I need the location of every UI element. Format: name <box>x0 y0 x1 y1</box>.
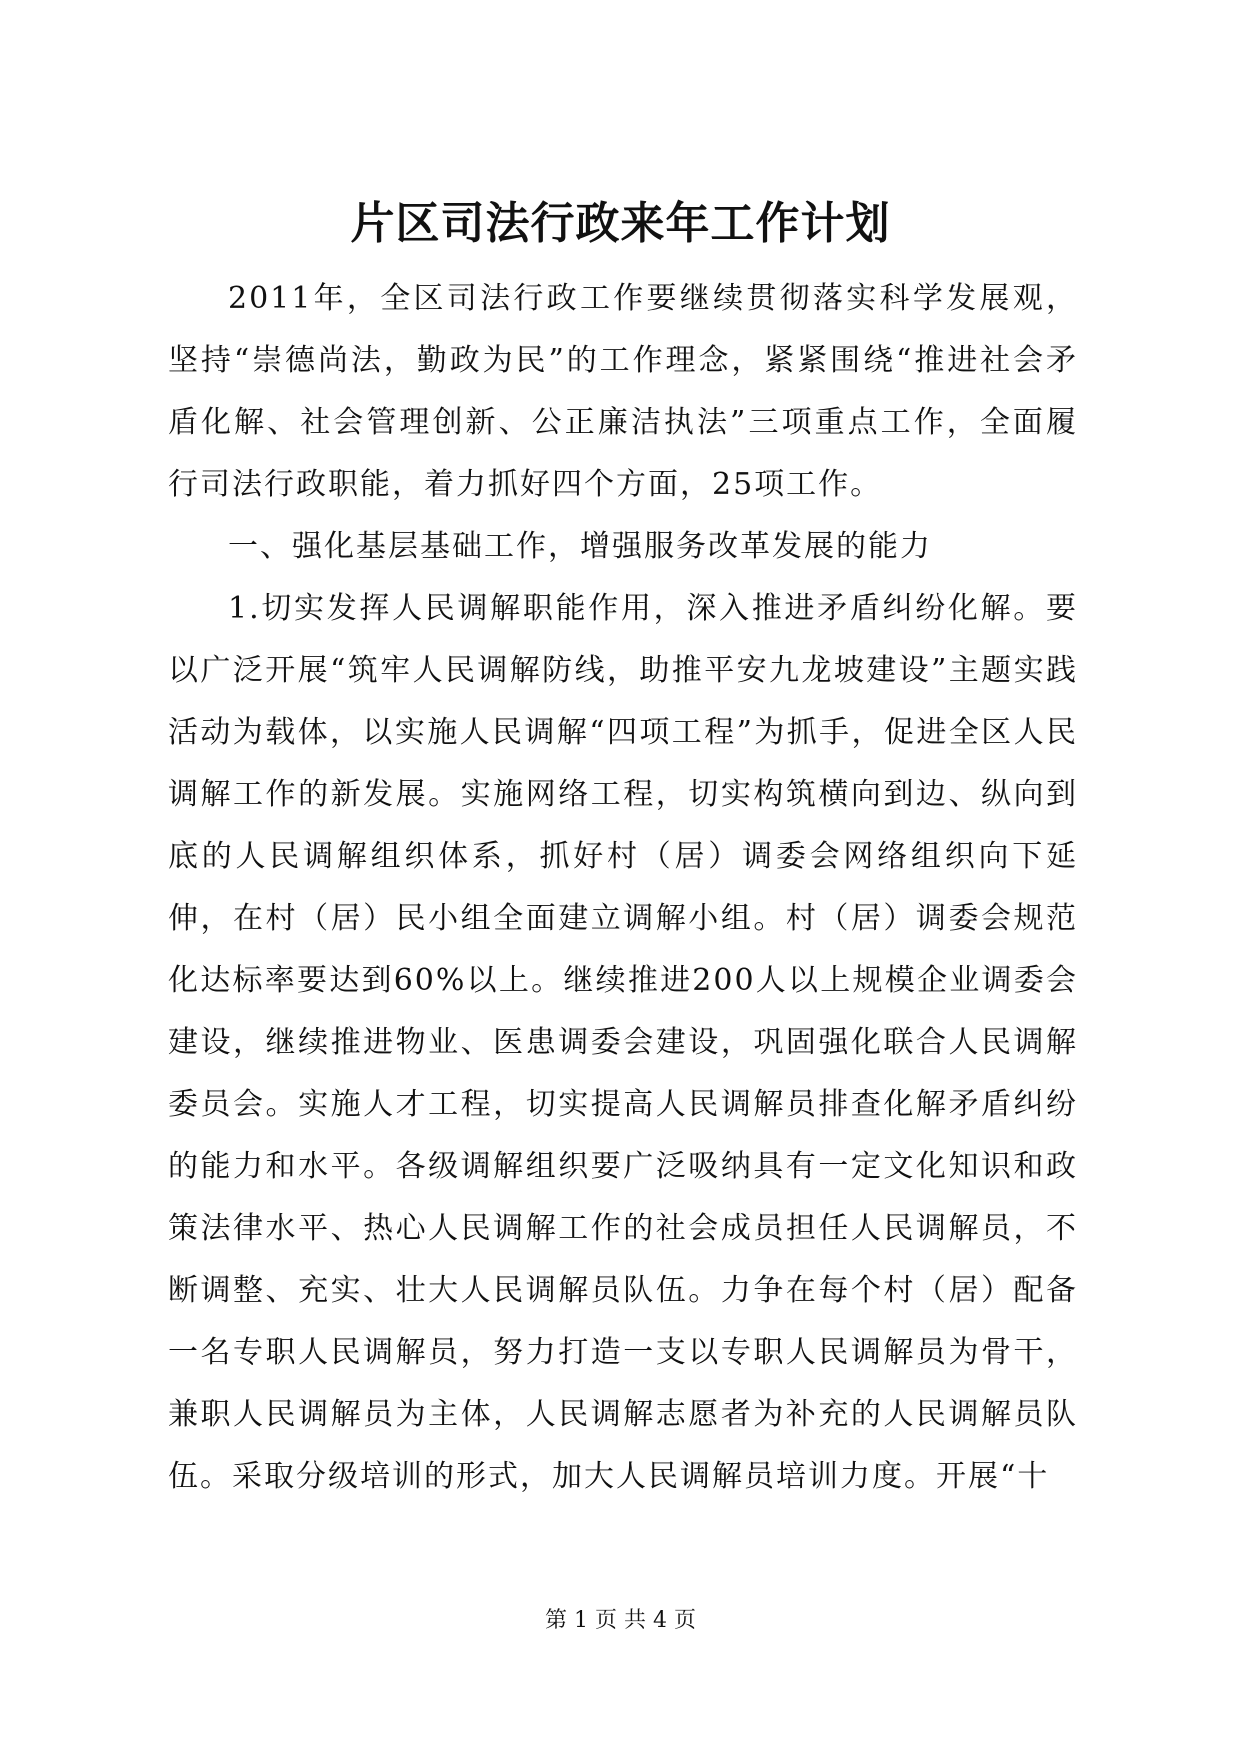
document-title: 片区司法行政来年工作计划 <box>350 198 891 249</box>
document-body <box>168 268 1078 1508</box>
paragraph-item-1: 1.切实发挥人民调解职能作用，深入推进矛盾纠纷化解。要以广泛开展“筑牢人民调解防线，助推平安九龙坡建设”主题实践活动为载体，以实施人民调解“四项工程”为抓手，促进全区人民调解工作的新发展。实施网络工程，切实构筑横向到边、纵向到底的人民调解组织体系，抓好村（居）调委会网络组织向下延伸，在村（居）民小组全面建立调解小组。村（居）调委会规范化达标率要达到60%以上。继续推进200人以上规模企业调委会建设，继续推进物业、医患调委会建设，巩固强化联合人民调解委员会。实施人才工程，切实提高人民调解员排查化解矛盾纠纷的能力和水平。各级调解组织要广泛吸纳具有一定文化知识和政策法律水平、热心人民调解工作的社会成员担任人民调解员，不断调整、充实、壮大人民调解员队伍。力争在每个村（居）配备一名专职人民调解员，努力打造一支以专职人民调解员为骨干，兼职人民调解员为主体，人民调解志愿者为补充的人民调解员队伍。采取分级培训的形式，加大人民调解员培训力度。开展“十 <box>168 591 1078 1494</box>
section-heading-1: 一、强化基层基础工作，增强服务改革发展的能力 <box>228 529 932 564</box>
paragraph-intro: 2011年，全区司法行政工作要继续贯彻落实科学发展观，坚持“崇德尚法，勤政为民”的工作理念，紧紧围绕“推进社会矛盾化解、社会管理创新、公正廉洁执法”三项重点工作，全面履行司法行政职能，着力抓好四个方面，25项工作。 <box>168 281 1078 502</box>
page-footer: 第 1 页 共 4 页 <box>545 1608 696 1633</box>
